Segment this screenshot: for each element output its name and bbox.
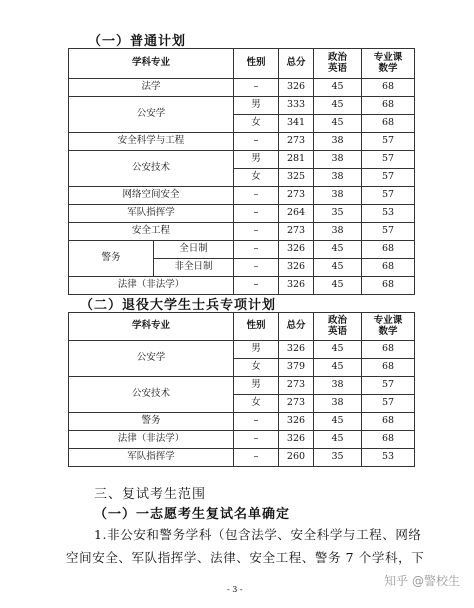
header-professional-math: 专业课 数学 [362,49,415,79]
table-row: 女 273 38 57 [69,395,415,413]
table-header-row [69,49,415,79]
table-row: 军队指挥学 – 264 35 53 [69,205,415,223]
table-row: 警务 全日制 – 326 45 68 [69,241,415,259]
regular-plan-table [68,48,415,295]
table-row: 法律（非法学） – 326 45 68 [69,277,415,295]
table-row: 安全工程 – 273 38 57 [69,223,415,241]
table-row: 警务 – 326 45 68 [69,413,415,431]
table-row: 法学 – 326 45 68 [69,79,415,97]
table-row: 公安学 男 333 45 68 [69,97,415,115]
table-row: 公安技术 男 281 38 57 [69,151,415,169]
veteran-plan-table [68,312,415,467]
section3-subheading: （一）一志愿考生复试名单确定 [94,507,291,522]
watermark: 知乎 @警校生 [384,574,460,588]
table-header-row [69,313,415,341]
section3-heading: 三、复试考生范围 [94,487,207,502]
header-total: 总分 [279,313,314,341]
paragraph-line: 1.非公安和警务学科（包含法学、安全科学与工程、网络 [94,527,422,542]
table-row: 女 379 45 68 [69,359,415,377]
table-row: 女 325 38 57 [69,169,415,187]
header-politics-english: 政治 英语 [314,313,362,341]
table-row: 法律（非法学） – 326 45 68 [69,431,415,449]
table-row: 公安技术 男 273 38 57 [69,377,415,395]
header-total: 总分 [279,49,314,79]
paragraph-line: 空间安全、军队指挥学、法律、安全工程、警务 7 个学科，下 [66,550,425,565]
header-politics-english: 政治 英语 [314,49,362,79]
header-major: 学科专业 [69,313,234,341]
header-gender: 性别 [234,313,279,341]
table-row: 女 341 45 68 [69,115,415,133]
table-row: 公安学 男 326 45 68 [69,341,415,359]
section2-title: （二）退役大学生士兵专项计划 [80,298,277,313]
table-row: 安全科学与工程 – 273 38 57 [69,133,415,151]
section1-title: （一）普通计划 [88,34,187,49]
header-major: 学科专业 [69,49,234,79]
header-professional-math: 专业课 数学 [362,313,415,341]
page-number: - 3 - [227,585,243,594]
header-gender: 性别 [234,49,279,79]
table-row: 军队指挥学 – 260 35 53 [69,449,415,467]
table-row: 非全日制 – 326 45 68 [69,259,415,277]
table-row: 网络空间安全 – 273 38 57 [69,187,415,205]
